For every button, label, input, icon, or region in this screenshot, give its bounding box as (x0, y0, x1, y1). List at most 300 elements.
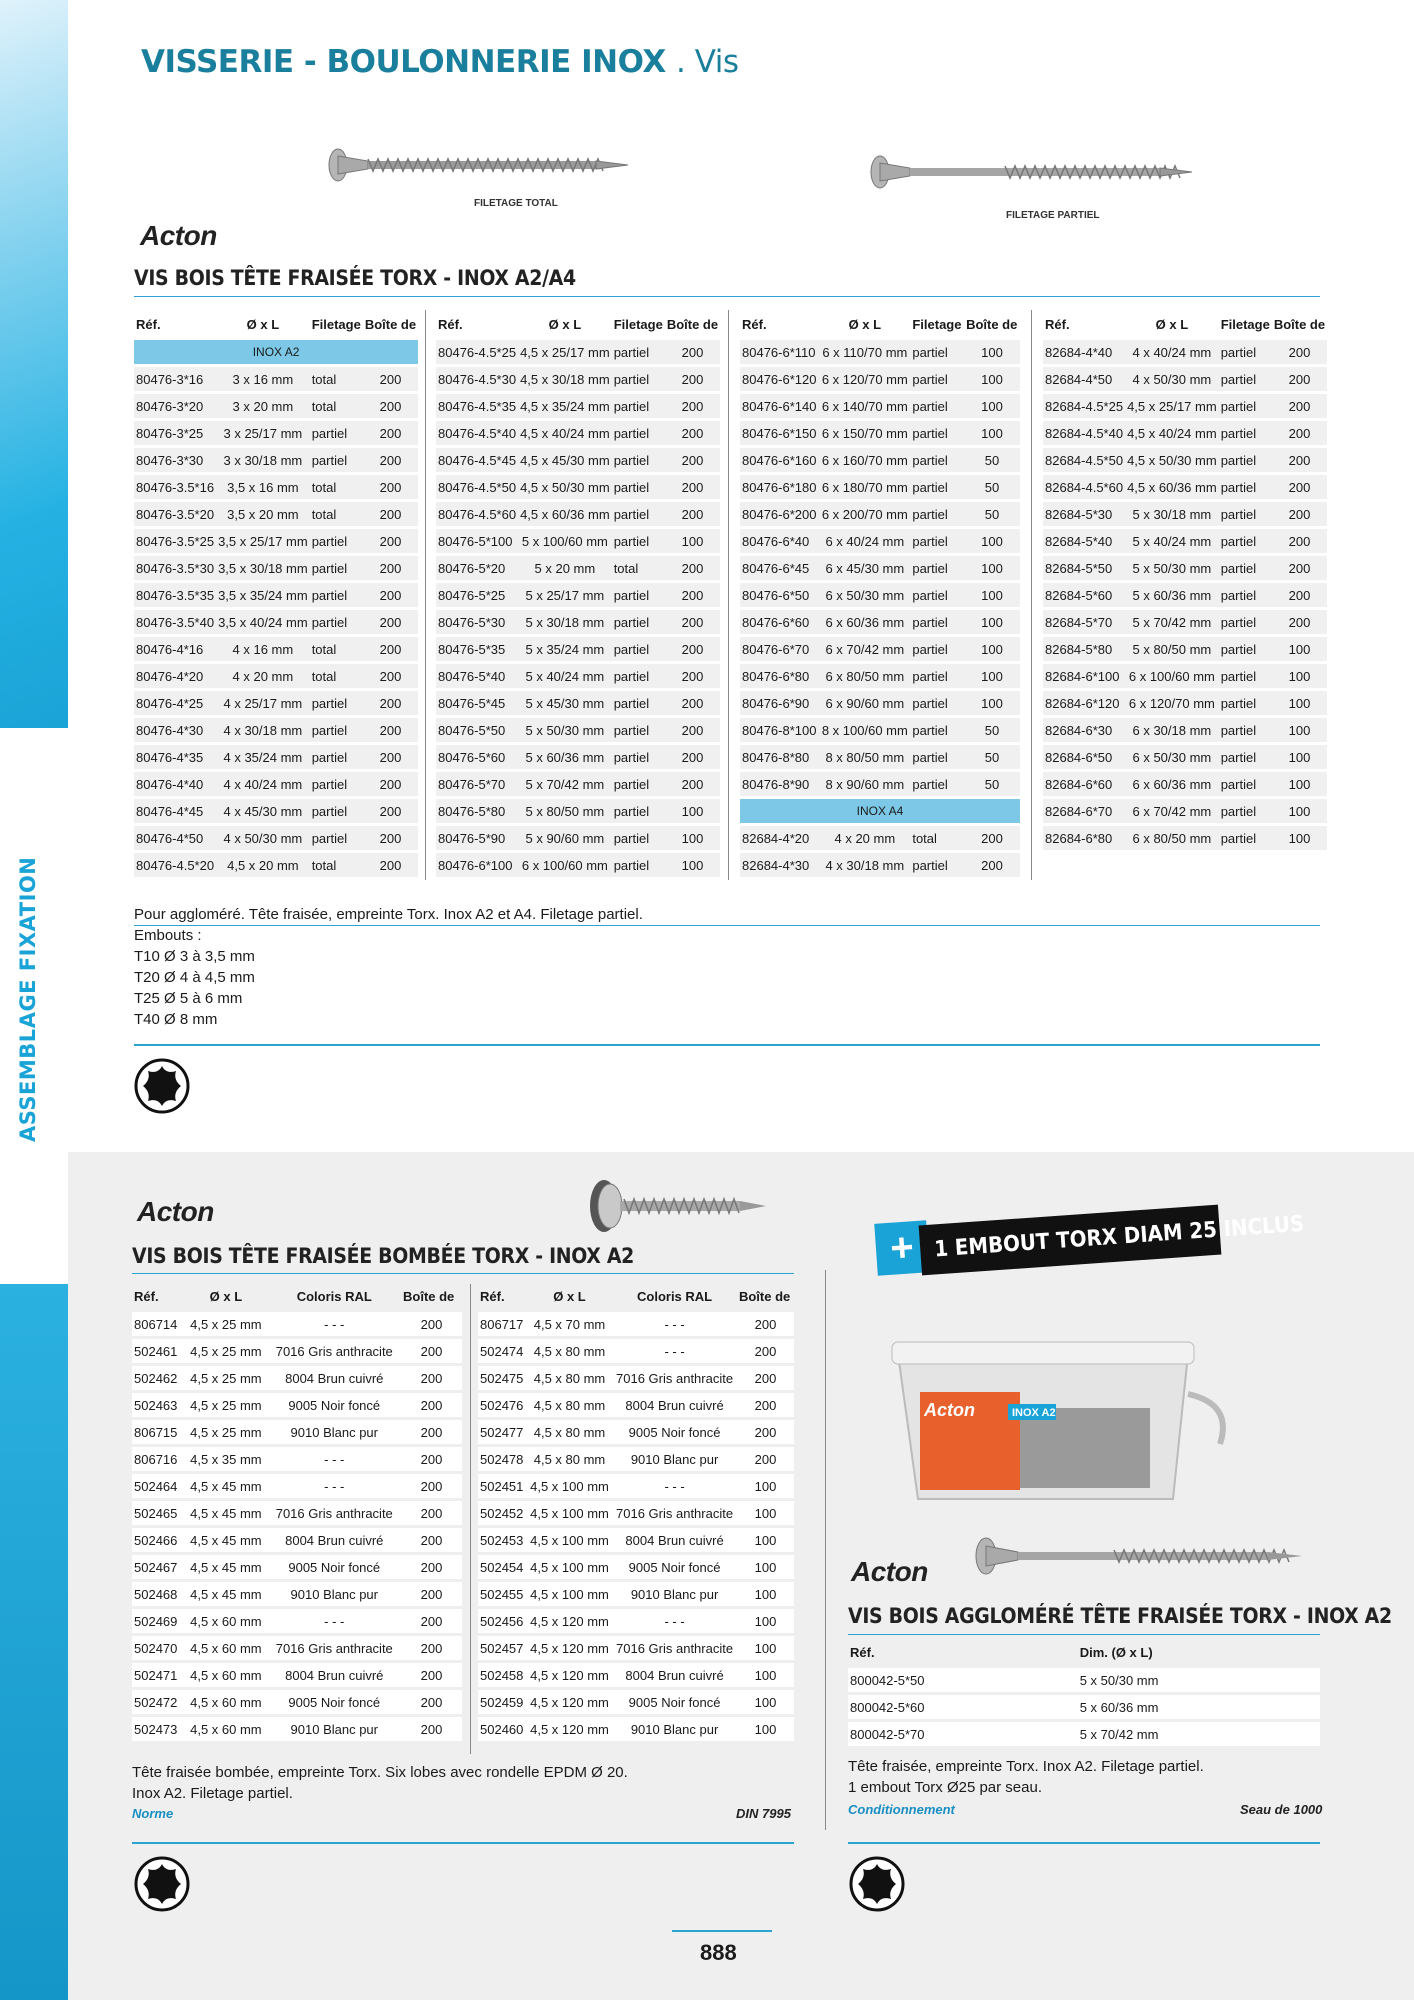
table-cell: partiel (310, 529, 363, 553)
table-cell: 4,5 x 60 mm (184, 1636, 267, 1660)
table-cell: total (310, 475, 363, 499)
page-number-rule (672, 1930, 772, 1932)
table-cell: 80476-6*140 (740, 394, 819, 418)
table-row (848, 1668, 1320, 1692)
table-row (740, 367, 1020, 391)
table-row (1043, 745, 1327, 769)
table-cell: 4,5 x 120 mm (527, 1609, 612, 1633)
table-cell: 5 x 30/18 mm (518, 610, 612, 634)
table-cell: 200 (401, 1582, 462, 1606)
table-cell: 80476-3.5*16 (134, 475, 216, 499)
section3-description: Tête fraisée, empreinte Torx. Inox A2. Filetage partiel. 1 embout Torx Ø25 par seau. (848, 1758, 1204, 1796)
table-cell: 200 (665, 367, 720, 391)
table-cell: partiel (1219, 529, 1272, 553)
table-cell: 80476-6*120 (740, 367, 819, 391)
section3-bottom-rule (848, 1842, 1320, 1844)
torx-icon (134, 1058, 190, 1114)
table-cell: 200 (1272, 610, 1327, 634)
table-cell: - - - (268, 1312, 401, 1336)
table-row (132, 1582, 462, 1606)
table-cell: 82684-4.5*25 (1043, 394, 1125, 418)
table-cell: 82684-6*30 (1043, 718, 1125, 742)
table-cell: 200 (1272, 421, 1327, 445)
table-row (132, 1312, 462, 1336)
section1-table-col3 (740, 312, 1020, 880)
header-ref: Réf. (850, 1644, 875, 1660)
table-cell: 4 x 50/30 mm (1125, 367, 1219, 391)
table-cell: 200 (737, 1420, 794, 1444)
table-cell: 800042-5*60 (848, 1695, 1078, 1719)
table-cell: 4,5 x 50/30 mm (518, 475, 612, 499)
table-cell: 100 (665, 799, 720, 823)
table-cell: 100 (964, 691, 1020, 715)
table-cell: 80476-5*20 (436, 556, 518, 580)
table-cell: 6 x 90/60 mm (819, 691, 910, 715)
table-row (478, 1609, 794, 1633)
table-cell: 9005 Noir foncé (612, 1555, 737, 1579)
table-cell: 6 x 100/60 mm (518, 853, 612, 877)
table-cell: 200 (363, 610, 418, 634)
table-cell: 100 (964, 340, 1020, 364)
table-cell: 80476-6*90 (740, 691, 819, 715)
table-cell: 502474 (478, 1339, 527, 1363)
table-cell: 4 x 40/24 mm (216, 772, 310, 796)
table-cell: - - - (612, 1339, 737, 1363)
table-row (740, 502, 1020, 526)
table-cell: 82684-5*30 (1043, 502, 1125, 526)
table-cell: partiel (310, 610, 363, 634)
table-cell: 4,5 x 50/30 mm (1125, 448, 1219, 472)
table-cell: 502477 (478, 1420, 527, 1444)
table-row (436, 394, 720, 418)
table-row (134, 745, 418, 769)
header-dimensions: Dim. (Ø x L) (1079, 1644, 1153, 1660)
table-cell: 502475 (478, 1366, 527, 1390)
table-cell: 4,5 x 100 mm (527, 1528, 612, 1552)
table-cell: 200 (401, 1690, 462, 1714)
table-cell: 100 (964, 367, 1020, 391)
table-cell: 100 (737, 1636, 794, 1660)
table-cell: partiel (910, 529, 964, 553)
table-cell: 6 x 70/42 mm (819, 637, 910, 661)
table-cell: 4 x 25/17 mm (216, 691, 310, 715)
table-cell: 7016 Gris anthracite (612, 1501, 737, 1525)
table-cell: 4,5 x 45 mm (184, 1582, 267, 1606)
table-cell: partiel (1219, 718, 1272, 742)
table-cell: partiel (612, 583, 665, 607)
table-row (134, 853, 418, 877)
table-row (436, 610, 720, 634)
table-cell: partiel (910, 394, 964, 418)
table-cell: 4,5 x 30/18 mm (518, 367, 612, 391)
table-cell: 100 (665, 853, 720, 877)
section2-title-rule (132, 1273, 794, 1274)
table-cell: partiel (310, 556, 363, 580)
table-cell: partiel (310, 772, 363, 796)
table-cell: 200 (363, 799, 418, 823)
header-ref: Réf. (136, 316, 161, 332)
table-cell: 80476-6*110 (740, 340, 819, 364)
table-cell: partiel (310, 691, 363, 715)
table-cell: 80476-6*160 (740, 448, 819, 472)
table-cell: 4,5 x 25 mm (184, 1339, 267, 1363)
table-cell: 9010 Blanc pur (268, 1582, 401, 1606)
table-cell: 200 (363, 637, 418, 661)
table-cell: 9005 Noir foncé (268, 1690, 401, 1714)
table-cell: 50 (964, 718, 1020, 742)
table-row (134, 556, 418, 580)
table-cell: 502456 (478, 1609, 527, 1633)
table-cell: partiel (1219, 556, 1272, 580)
table-cell: 9005 Noir foncé (268, 1393, 401, 1417)
table-cell: partiel (1219, 637, 1272, 661)
table-cell: 82684-5*70 (1043, 610, 1125, 634)
table-row (740, 556, 1020, 580)
header-diameter-length: Ø x L (553, 1288, 586, 1304)
table-cell: 4 x 45/30 mm (216, 799, 310, 823)
table-cell: 4,5 x 100 mm (527, 1555, 612, 1579)
table-cell: 100 (737, 1501, 794, 1525)
torx-icon (134, 1856, 190, 1912)
section1-bottom-rule (134, 1044, 1320, 1046)
table-row (1043, 448, 1327, 472)
table-cell: 200 (665, 475, 720, 499)
table-cell: 200 (1272, 556, 1327, 580)
table-cell: 4 x 20 mm (216, 664, 310, 688)
side-decoration-top (0, 0, 68, 728)
side-decoration-bottom (0, 1284, 68, 2000)
table-cell: 200 (964, 853, 1020, 877)
table-cell: 6 x 150/70 mm (819, 421, 910, 445)
table-row (740, 421, 1020, 445)
table-cell: 80476-5*40 (436, 664, 518, 688)
header-thread: Filetage (1220, 316, 1270, 332)
table-cell: partiel (910, 583, 964, 607)
table-row (478, 1636, 794, 1660)
table-cell: 200 (665, 583, 720, 607)
table-cell: 3 x 20 mm (216, 394, 310, 418)
table-cell: partiel (612, 502, 665, 526)
table-cell: 3 x 25/17 mm (216, 421, 310, 445)
table-row (1043, 826, 1327, 850)
section1-title-rule (134, 296, 1320, 297)
table-cell: 200 (401, 1447, 462, 1471)
table-row (848, 1695, 1320, 1719)
table-row (436, 772, 720, 796)
table-row (848, 1722, 1320, 1746)
table-cell: 80476-4.5*20 (134, 853, 216, 877)
table-cell: 80476-4*45 (134, 799, 216, 823)
table-cell: 82684-6*120 (1043, 691, 1125, 715)
table-cell: 200 (363, 664, 418, 688)
table-cell: 8004 Brun cuivré (268, 1528, 401, 1552)
table-cell: 9005 Noir foncé (612, 1690, 737, 1714)
table-cell: 82684-4.5*40 (1043, 421, 1125, 445)
table-row (740, 853, 1020, 877)
table-row (436, 664, 720, 688)
table-cell: 4,5 x 120 mm (527, 1690, 612, 1714)
table-row (132, 1474, 462, 1498)
table-row (132, 1528, 462, 1552)
table-cell: 502455 (478, 1582, 527, 1606)
table-cell: partiel (310, 448, 363, 472)
bucket-product-image (888, 1334, 1238, 1514)
section2-table-left (132, 1284, 462, 1744)
table-cell: partiel (612, 421, 665, 445)
table-cell: 4,5 x 45 mm (184, 1528, 267, 1552)
table-cell: 80476-5*70 (436, 772, 518, 796)
table-cell: 200 (363, 448, 418, 472)
table-row (478, 1447, 794, 1471)
table-cell: 7016 Gris anthracite (268, 1636, 401, 1660)
table-cell: total (310, 853, 363, 877)
table-cell: partiel (1219, 394, 1272, 418)
table-row (478, 1420, 794, 1444)
table-cell: 5 x 50/30 mm (518, 718, 612, 742)
table-cell: 80476-6*70 (740, 637, 819, 661)
section2-bottom-rule (132, 1842, 794, 1844)
table-cell: 502478 (478, 1447, 527, 1471)
table-cell: 100 (737, 1690, 794, 1714)
table-cell: 50 (964, 475, 1020, 499)
table-cell: 82684-4*20 (740, 826, 819, 850)
table-cell: 3 x 16 mm (216, 367, 310, 391)
table-cell: 50 (964, 772, 1020, 796)
table-cell: 502473 (132, 1717, 184, 1741)
table-cell: 200 (363, 853, 418, 877)
table-cell: 200 (401, 1717, 462, 1741)
header-thread: Filetage (311, 316, 361, 332)
side-category-label: ASSEMBLAGE FIXATION (16, 856, 40, 1142)
table-row (478, 1582, 794, 1606)
table-cell: 80476-3.5*25 (134, 529, 216, 553)
page-number: 888 (700, 1940, 737, 1965)
table-cell: 9010 Blanc pur (612, 1447, 737, 1471)
table-cell: partiel (310, 745, 363, 769)
table-row (134, 394, 418, 418)
table-row (132, 1690, 462, 1714)
table-cell: 82684-6*80 (1043, 826, 1125, 850)
header-diameter-length: Ø x L (848, 316, 882, 332)
table-cell: 80476-6*60 (740, 610, 819, 634)
table-row (478, 1690, 794, 1714)
table-cell: 9005 Noir foncé (612, 1420, 737, 1444)
table-cell: partiel (910, 448, 964, 472)
table-cell: partiel (910, 421, 964, 445)
table-cell: 8004 Brun cuivré (612, 1393, 737, 1417)
table-cell: total (310, 394, 363, 418)
table-row (436, 475, 720, 499)
table-cell: 100 (964, 529, 1020, 553)
table-row (132, 1447, 462, 1471)
table-cell: 7016 Gris anthracite (612, 1366, 737, 1390)
table-cell: 806717 (478, 1312, 527, 1336)
table-cell: 80476-4*16 (134, 637, 216, 661)
table-cell: 4 x 30/18 mm (819, 853, 910, 877)
table-cell: 9010 Blanc pur (268, 1717, 401, 1741)
section3-title-rule (848, 1634, 1320, 1635)
table-cell: 5 x 80/50 mm (1125, 637, 1219, 661)
table-cell: 80476-5*60 (436, 745, 518, 769)
table-cell: 4,5 x 45 mm (184, 1501, 267, 1525)
table-cell: 82684-5*50 (1043, 556, 1125, 580)
table-cell: 80476-4*40 (134, 772, 216, 796)
table-cell: 6 x 140/70 mm (819, 394, 910, 418)
table-cell: 6 x 40/24 mm (819, 529, 910, 553)
table-row (740, 583, 1020, 607)
table-row (132, 1366, 462, 1390)
table-cell: 200 (401, 1393, 462, 1417)
table-cell: 200 (665, 502, 720, 526)
table-cell: 8 x 80/50 mm (819, 745, 910, 769)
table-row (134, 637, 418, 661)
table-cell: 6 x 45/30 mm (819, 556, 910, 580)
table-cell: 3,5 x 35/24 mm (216, 583, 310, 607)
table-cell: 80476-5*25 (436, 583, 518, 607)
table-row (436, 502, 720, 526)
table-cell: 4 x 50/30 mm (216, 826, 310, 850)
table-cell: 800042-5*50 (848, 1668, 1078, 1692)
table-cell: partiel (910, 475, 964, 499)
band-row (740, 799, 1020, 823)
screw-full-thread-image (328, 148, 638, 188)
table-cell: 5 x 90/60 mm (518, 826, 612, 850)
table-cell: 4 x 20 mm (819, 826, 910, 850)
table-cell: 100 (737, 1717, 794, 1741)
table-row (134, 502, 418, 526)
header-diameter-length: Ø x L (246, 316, 280, 332)
table-cell: 6 x 50/30 mm (1125, 745, 1219, 769)
table-row (134, 583, 418, 607)
table-row (1043, 637, 1327, 661)
table-cell: 4,5 x 35/24 mm (518, 394, 612, 418)
table-cell: partiel (910, 556, 964, 580)
table-cell: 100 (737, 1474, 794, 1498)
table-cell: 200 (363, 502, 418, 526)
table-cell: 200 (1272, 502, 1327, 526)
table-cell: 6 x 70/42 mm (1125, 799, 1219, 823)
table-cell: 502459 (478, 1690, 527, 1714)
table-cell: 502457 (478, 1636, 527, 1660)
table-cell: 80476-4*20 (134, 664, 216, 688)
table-cell: 4,5 x 70 mm (527, 1312, 612, 1336)
table-cell: 5 x 50/30 mm (1125, 556, 1219, 580)
header-diameter-length: Ø x L (1155, 316, 1189, 332)
table-cell: 6 x 180/70 mm (819, 475, 910, 499)
table-cell: 502460 (478, 1717, 527, 1741)
table-row (132, 1339, 462, 1363)
table-cell: 6 x 100/60 mm (1125, 664, 1219, 688)
table-cell: partiel (1219, 691, 1272, 715)
table-row (134, 691, 418, 715)
table-cell: 502468 (132, 1582, 184, 1606)
table-cell: 200 (737, 1366, 794, 1390)
table-row (134, 610, 418, 634)
table-row (740, 691, 1020, 715)
table-cell: 50 (964, 502, 1020, 526)
band-inox-a4: INOX A4 (740, 799, 1020, 823)
table-cell: 7016 Gris anthracite (268, 1501, 401, 1525)
table-cell: 8004 Brun cuivré (612, 1528, 737, 1552)
table-cell: 502470 (132, 1636, 184, 1660)
table-cell: - - - (268, 1447, 401, 1471)
table-cell: partiel (910, 664, 964, 688)
table-cell: partiel (612, 367, 665, 391)
table-cell: 8004 Brun cuivré (612, 1663, 737, 1687)
table-cell: 200 (665, 745, 720, 769)
table-cell: 5 x 60/36 mm (1078, 1695, 1320, 1719)
table-cell: partiel (612, 718, 665, 742)
table-cell: partiel (310, 421, 363, 445)
table-cell: partiel (910, 502, 964, 526)
band-inox-a2: INOX A2 (134, 340, 418, 364)
table-cell: partiel (1219, 772, 1272, 796)
table-cell: 4 x 35/24 mm (216, 745, 310, 769)
table-cell: 502469 (132, 1609, 184, 1633)
brand-logo-acton: Acton (140, 220, 217, 251)
table-cell: 8004 Brun cuivré (268, 1663, 401, 1687)
table-row (436, 583, 720, 607)
table-cell: partiel (910, 610, 964, 634)
table-cell: partiel (612, 772, 665, 796)
header-ral-color: Coloris RAL (296, 1288, 372, 1304)
table-row (1043, 610, 1327, 634)
table-cell: 82684-6*100 (1043, 664, 1125, 688)
table-cell: 80476-6*150 (740, 421, 819, 445)
table-row (1043, 718, 1327, 742)
table-cell: 200 (363, 421, 418, 445)
section1-description: Pour aggloméré. Tête fraisée, empreinte Torx. Inox A2 et A4. Filetage partiel. Embouts : T10 Ø 3 à 3,5 mm T20 Ø 4 à 4,5 mm T25 Ø 5 à 6 mm T40 Ø 8 mm (134, 906, 643, 1028)
section3-title: VIS BOIS AGGLOMÉRÉ TÊTE FRAISÉE TORX - INOX A2 (848, 1604, 1392, 1628)
table-cell: 200 (1272, 475, 1327, 499)
table-cell: 4,5 x 25 mm (184, 1366, 267, 1390)
section2-table-right (478, 1284, 794, 1744)
table-row (134, 664, 418, 688)
table-row (478, 1501, 794, 1525)
table-cell: 82684-5*80 (1043, 637, 1125, 661)
page-title: VISSERIE - BOULONNERIE INOX . Vis (141, 44, 739, 80)
table-cell: partiel (910, 367, 964, 391)
table-cell: 200 (363, 556, 418, 580)
table-cell: 6 x 120/70 mm (819, 367, 910, 391)
table-row (478, 1528, 794, 1552)
table-cell: 100 (737, 1609, 794, 1633)
header-diameter-length: Ø x L (548, 316, 582, 332)
table-cell: 502472 (132, 1690, 184, 1714)
table-cell: 80476-8*90 (740, 772, 819, 796)
table-cell: 100 (964, 610, 1020, 634)
table-cell: 200 (401, 1312, 462, 1336)
table-cell: partiel (612, 799, 665, 823)
table-cell: partiel (910, 745, 964, 769)
table-cell: partiel (1219, 664, 1272, 688)
table-cell: 82684-4.5*60 (1043, 475, 1125, 499)
table-cell: 200 (401, 1555, 462, 1579)
table-cell: partiel (910, 853, 964, 877)
table-cell: 5 x 25/17 mm (518, 583, 612, 607)
header-ref: Réf. (480, 1288, 505, 1304)
table-cell: 502453 (478, 1528, 527, 1552)
table-row (132, 1420, 462, 1444)
table-row (436, 691, 720, 715)
table-cell: 200 (665, 772, 720, 796)
table-cell: 200 (737, 1447, 794, 1471)
table-cell: 4,5 x 60 mm (184, 1717, 267, 1741)
table-cell: 80476-3.5*40 (134, 610, 216, 634)
table-cell: 80476-6*40 (740, 529, 819, 553)
table-cell: 82684-5*60 (1043, 583, 1125, 607)
table-cell: 4,5 x 60 mm (184, 1690, 267, 1714)
